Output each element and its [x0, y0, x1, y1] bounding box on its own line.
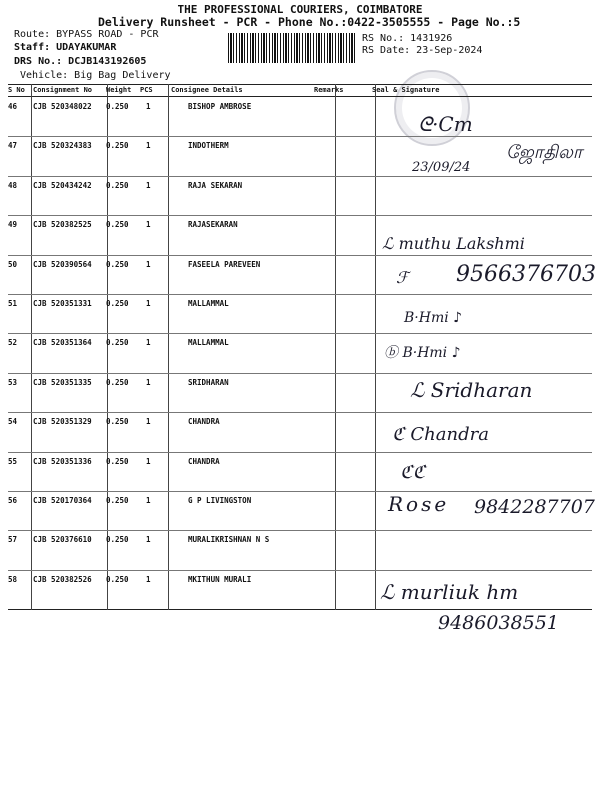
handwritten-phone: 9842287707: [474, 496, 595, 518]
row-separator: [8, 412, 592, 413]
row-weight: 0.250: [106, 456, 129, 466]
signature: ஜோதிலா: [506, 142, 583, 163]
row-consignee: MALLAMMAL: [188, 299, 229, 308]
row-weight: 0.250: [106, 338, 129, 348]
row-separator: [8, 215, 592, 216]
signature: ℭℭ: [400, 462, 426, 483]
row-pcs: 1: [146, 259, 151, 269]
signature: ℭ Chandra: [392, 424, 489, 445]
row-consignment-no: CJB 520434242: [33, 180, 92, 190]
row-separator: [8, 373, 592, 374]
row-pcs: 1: [146, 535, 151, 545]
vehicle-label: Vehicle: Big Bag Delivery: [20, 70, 171, 81]
row-pcs: 1: [146, 574, 151, 584]
row-sno: 50: [8, 259, 18, 269]
row-consignment-no: CJB 520351331: [33, 299, 92, 308]
col-header-signature: Seal & Signature: [372, 86, 440, 94]
row-consignment-no: CJB 520351335: [33, 377, 92, 387]
signature: B·Hmi ♪: [404, 310, 463, 326]
row-weight: 0.250: [106, 574, 129, 584]
handwritten-name: Rose: [388, 492, 450, 516]
signature: ᘓ·Cm: [418, 112, 473, 136]
table-bottom-rule: [8, 609, 592, 610]
drs-number: DRS No.: DCJB143192605: [14, 56, 147, 67]
row-weight: 0.250: [106, 417, 129, 427]
row-weight: 0.250: [106, 496, 129, 505]
row-consignee: RAJA SEKARAN: [188, 180, 243, 190]
rs-number: RS No.: 1431926: [362, 33, 453, 44]
row-sno: 48: [8, 180, 18, 190]
col-header-weight: Weight: [106, 86, 132, 94]
row-sno: 53: [8, 377, 18, 387]
row-pcs: 1: [146, 180, 151, 190]
barcode: [228, 33, 356, 63]
row-weight: 0.250: [106, 535, 129, 545]
table-header-rule: [8, 96, 592, 97]
signature: ℒ muthu Lakshmi: [382, 234, 525, 253]
row-consignee: RAJASEKARAN: [188, 220, 238, 230]
row-consignment-no: CJB 520376610: [33, 535, 92, 545]
route-label: Route: BYPASS ROAD - PCR: [14, 29, 159, 40]
row-separator: [8, 255, 592, 256]
company-name: THE PROFESSIONAL COURIERS, COIMBATORE: [177, 3, 423, 16]
row-sno: 52: [8, 338, 18, 348]
row-sno: 51: [8, 299, 18, 308]
row-weight: 0.250: [106, 299, 129, 308]
rs-date: RS Date: 23-Sep-2024: [362, 45, 483, 56]
row-weight: 0.250: [106, 220, 129, 230]
col-header-pcs: PCS: [140, 86, 153, 94]
row-consignee: FASEELA PAREVEEN: [188, 259, 261, 269]
row-consignment-no: CJB 520382526: [33, 574, 92, 584]
table-top-rule: [8, 84, 592, 85]
row-sno: 49: [8, 220, 18, 230]
row-separator: [8, 491, 592, 492]
row-consignment-no: CJB 520351336: [33, 456, 92, 466]
handwritten-phone: 9566376703: [456, 262, 596, 287]
row-sno: 47: [8, 141, 18, 151]
row-pcs: 1: [146, 496, 151, 505]
row-pcs: 1: [146, 220, 151, 230]
row-separator: [8, 136, 592, 137]
row-consignment-no: CJB 520170364: [33, 496, 92, 505]
row-consignment-no: CJB 520348022: [33, 102, 92, 111]
row-weight: 0.250: [106, 180, 129, 190]
row-consignee: INDOTHERM: [188, 141, 229, 151]
row-consignee: MKITHUN MURALI: [188, 574, 252, 584]
signature: ℒ Sridharan: [410, 378, 533, 402]
row-weight: 0.250: [106, 377, 129, 387]
row-separator: [8, 570, 592, 571]
row-weight: 0.250: [106, 141, 129, 151]
row-consignee: CHANDRA: [188, 456, 220, 466]
row-weight: 0.250: [106, 259, 129, 269]
row-consignment-no: CJB 520382525: [33, 220, 92, 230]
row-consignee: MURALIKRISHNAN N S: [188, 535, 270, 545]
row-separator: [8, 452, 592, 453]
row-sno: 56: [8, 496, 18, 505]
signature: ⓑ B·Hmi ♪: [384, 345, 461, 361]
staff-label: Staff: UDAYAKUMAR: [14, 42, 117, 53]
signature: ℱ: [396, 268, 409, 287]
col-header-remarks: Remarks: [314, 86, 344, 94]
row-separator: [8, 294, 592, 295]
row-consignee: G P LIVINGSTON: [188, 496, 252, 505]
row-pcs: 1: [146, 299, 151, 308]
row-pcs: 1: [146, 377, 151, 387]
runsheet-title: Delivery Runsheet - PCR - Phone No.:0422-3505555 - Page No.:5: [98, 15, 521, 29]
row-consignment-no: CJB 520390564: [33, 259, 92, 269]
row-separator: [8, 530, 592, 531]
row-pcs: 1: [146, 102, 151, 111]
row-separator: [8, 176, 592, 177]
row-consignee: CHANDRA: [188, 417, 220, 427]
row-sno: 55: [8, 456, 18, 466]
row-pcs: 1: [146, 456, 151, 466]
row-sno: 58: [8, 574, 18, 584]
row-consignment-no: CJB 520351329: [33, 417, 92, 427]
row-weight: 0.250: [106, 102, 129, 111]
col-header-consignment: Consignment No: [33, 86, 93, 94]
row-consignee: BISHOP AMBROSE: [188, 102, 252, 111]
row-pcs: 1: [146, 141, 151, 151]
col-header-consignee: Consignee Details: [171, 86, 243, 94]
signature: ℒ murliuk hm: [380, 580, 519, 604]
row-sno: 54: [8, 417, 18, 427]
row-sno: 57: [8, 535, 18, 545]
handwritten-date: 23/09/24: [412, 160, 471, 175]
row-consignee: SRIDHARAN: [188, 377, 229, 387]
row-sno: 46: [8, 102, 18, 111]
row-pcs: 1: [146, 338, 151, 348]
row-separator: [8, 333, 592, 334]
row-consignment-no: CJB 520324383: [33, 141, 92, 151]
row-pcs: 1: [146, 417, 151, 427]
handwritten-phone: 9486038551: [438, 612, 559, 634]
row-consignee: MALLAMMAL: [188, 338, 229, 348]
col-header-sno: S No: [8, 86, 25, 94]
row-consignment-no: CJB 520351364: [33, 338, 92, 348]
